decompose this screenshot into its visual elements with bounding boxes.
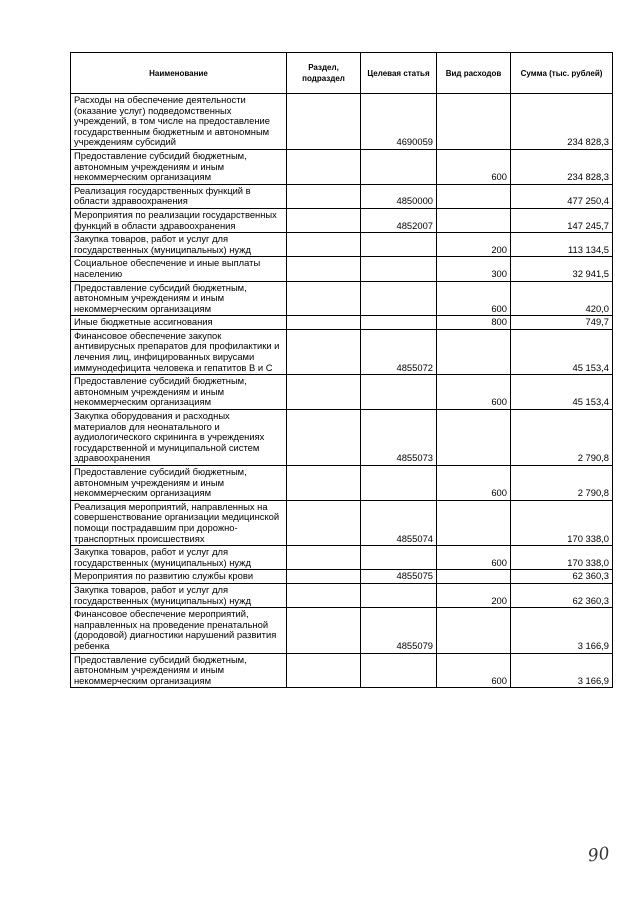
cell-sum: 420,0	[511, 281, 613, 316]
table-header	[71, 53, 613, 94]
header-section: Раздел, подраздел	[287, 53, 361, 94]
table-row	[71, 375, 613, 410]
cell-section	[287, 375, 361, 410]
budget-table	[70, 52, 613, 688]
cell-section	[287, 466, 361, 501]
table-body	[71, 94, 613, 688]
cell-kind: 200	[437, 583, 511, 607]
cell-kind: 600	[437, 546, 511, 570]
cell-sum: 234 828,3	[511, 149, 613, 184]
cell-kind	[437, 329, 511, 374]
cell-section	[287, 184, 361, 208]
cell-sum: 2 790,8	[511, 410, 613, 466]
table-row	[71, 500, 613, 545]
cell-target: 4855072	[361, 329, 437, 374]
cell-section	[287, 546, 361, 570]
table-row	[71, 546, 613, 570]
cell-kind: 300	[437, 257, 511, 281]
header-sum: Сумма (тыс. рублей)	[511, 53, 613, 94]
cell-sum: 3 166,9	[511, 608, 613, 653]
table-row	[71, 583, 613, 607]
cell-target	[361, 233, 437, 257]
cell-name: Финансовое обеспечение закупок антивирусных препаратов для профилактики и лечения лиц, инфицированных вирусами иммунодефицита человека и гепатитов В и С	[71, 329, 287, 374]
cell-name: Закупка оборудования и расходных материалов для неонатального и аудиологического скрининга в учреждениях государственной и муниципальной систем здравоохранения	[71, 410, 287, 466]
cell-name: Социальное обеспечение и иные выплаты населению	[71, 257, 287, 281]
cell-target	[361, 653, 437, 688]
cell-kind: 200	[437, 233, 511, 257]
cell-section	[287, 316, 361, 330]
cell-kind: 600	[437, 281, 511, 316]
cell-kind	[437, 500, 511, 545]
table-row	[71, 329, 613, 374]
table-row	[71, 570, 613, 584]
cell-section	[287, 329, 361, 374]
header-kind: Вид расходов	[437, 53, 511, 94]
cell-section	[287, 233, 361, 257]
cell-name: Предоставление субсидий бюджетным, автономным учреждениям и иным некоммерческим организациям	[71, 653, 287, 688]
cell-name: Предоставление субсидий бюджетным, автономным учреждениям и иным некоммерческим организациям	[71, 375, 287, 410]
cell-sum: 234 828,3	[511, 94, 613, 150]
table-row	[71, 653, 613, 688]
cell-target: 4855075	[361, 570, 437, 584]
cell-section	[287, 410, 361, 466]
cell-target	[361, 546, 437, 570]
cell-sum: 170 338,0	[511, 500, 613, 545]
cell-kind	[437, 608, 511, 653]
cell-name: Предоставление субсидий бюджетным, автономным учреждениям и иным некоммерческим организациям	[71, 466, 287, 501]
cell-sum: 2 790,8	[511, 466, 613, 501]
header-name: Наименование	[71, 53, 287, 94]
cell-name: Закупка товаров, работ и услуг для государственных (муниципальных) нужд	[71, 583, 287, 607]
cell-name: Расходы на обеспечение деятельности (оказание услуг) подведомственных учреждений, в том числе на предоставление государственным бюджетным и автономным учреждениям субсидий	[71, 94, 287, 150]
cell-sum: 477 250,4	[511, 184, 613, 208]
cell-section	[287, 608, 361, 653]
cell-kind	[437, 94, 511, 150]
cell-kind	[437, 184, 511, 208]
header-row	[71, 53, 613, 94]
cell-sum: 3 166,9	[511, 653, 613, 688]
cell-target: 4850000	[361, 184, 437, 208]
table-row	[71, 410, 613, 466]
cell-target	[361, 583, 437, 607]
table-row	[71, 466, 613, 501]
cell-name: Реализация мероприятий, направленных на совершенствование организации медицинской помощи пострадавшим при дорожно- транспортных происшествиях	[71, 500, 287, 545]
cell-target: 4852007	[361, 208, 437, 232]
cell-section	[287, 208, 361, 232]
cell-section	[287, 653, 361, 688]
cell-target	[361, 466, 437, 501]
table-row	[71, 608, 613, 653]
cell-name: Закупка товаров, работ и услуг для государственных (муниципальных) нужд	[71, 546, 287, 570]
cell-target	[361, 375, 437, 410]
cell-kind	[437, 570, 511, 584]
cell-target	[361, 149, 437, 184]
table-row	[71, 233, 613, 257]
cell-section	[287, 583, 361, 607]
cell-target: 4855073	[361, 410, 437, 466]
cell-kind	[437, 208, 511, 232]
cell-kind: 600	[437, 375, 511, 410]
cell-sum: 749,7	[511, 316, 613, 330]
cell-name: Реализация государственных функций в области здравоохранения	[71, 184, 287, 208]
handwritten-page-number: 90	[586, 843, 611, 867]
cell-sum: 113 134,5	[511, 233, 613, 257]
cell-sum: 170 338,0	[511, 546, 613, 570]
table-row	[71, 184, 613, 208]
cell-name: Мероприятия по развитию службы крови	[71, 570, 287, 584]
cell-target	[361, 281, 437, 316]
cell-name: Иные бюджетные ассигнования	[71, 316, 287, 330]
table-row	[71, 257, 613, 281]
cell-kind: 600	[437, 149, 511, 184]
cell-sum: 62 360,3	[511, 570, 613, 584]
table-row	[71, 208, 613, 232]
cell-target	[361, 257, 437, 281]
cell-section	[287, 257, 361, 281]
cell-name: Предоставление субсидий бюджетным, автономным учреждениям и иным некоммерческим организациям	[71, 281, 287, 316]
table-row	[71, 94, 613, 150]
cell-name: Предоставление субсидий бюджетным, автономным учреждениям и иным некоммерческим организациям	[71, 149, 287, 184]
cell-name: Мероприятия по реализации государственных функций в области здравоохранения	[71, 208, 287, 232]
cell-sum: 45 153,4	[511, 329, 613, 374]
cell-sum: 147 245,7	[511, 208, 613, 232]
cell-section	[287, 500, 361, 545]
cell-target	[361, 316, 437, 330]
cell-kind	[437, 410, 511, 466]
cell-section	[287, 149, 361, 184]
cell-section	[287, 281, 361, 316]
cell-sum: 32 941,5	[511, 257, 613, 281]
table-row	[71, 281, 613, 316]
header-target: Целевая статья	[361, 53, 437, 94]
table-row	[71, 316, 613, 330]
cell-section	[287, 94, 361, 150]
cell-sum: 62 360,3	[511, 583, 613, 607]
table-row	[71, 149, 613, 184]
cell-name: Финансовое обеспечение мероприятий, направленных на проведение пренатальной (дородовой) диагностики нарушений развития ребенка	[71, 608, 287, 653]
cell-target: 4855079	[361, 608, 437, 653]
cell-kind: 800	[437, 316, 511, 330]
cell-kind: 600	[437, 653, 511, 688]
cell-target: 4855074	[361, 500, 437, 545]
cell-section	[287, 570, 361, 584]
cell-name: Закупка товаров, работ и услуг для государственных (муниципальных) нужд	[71, 233, 287, 257]
cell-target: 4690059	[361, 94, 437, 150]
cell-kind: 600	[437, 466, 511, 501]
cell-sum: 45 153,4	[511, 375, 613, 410]
